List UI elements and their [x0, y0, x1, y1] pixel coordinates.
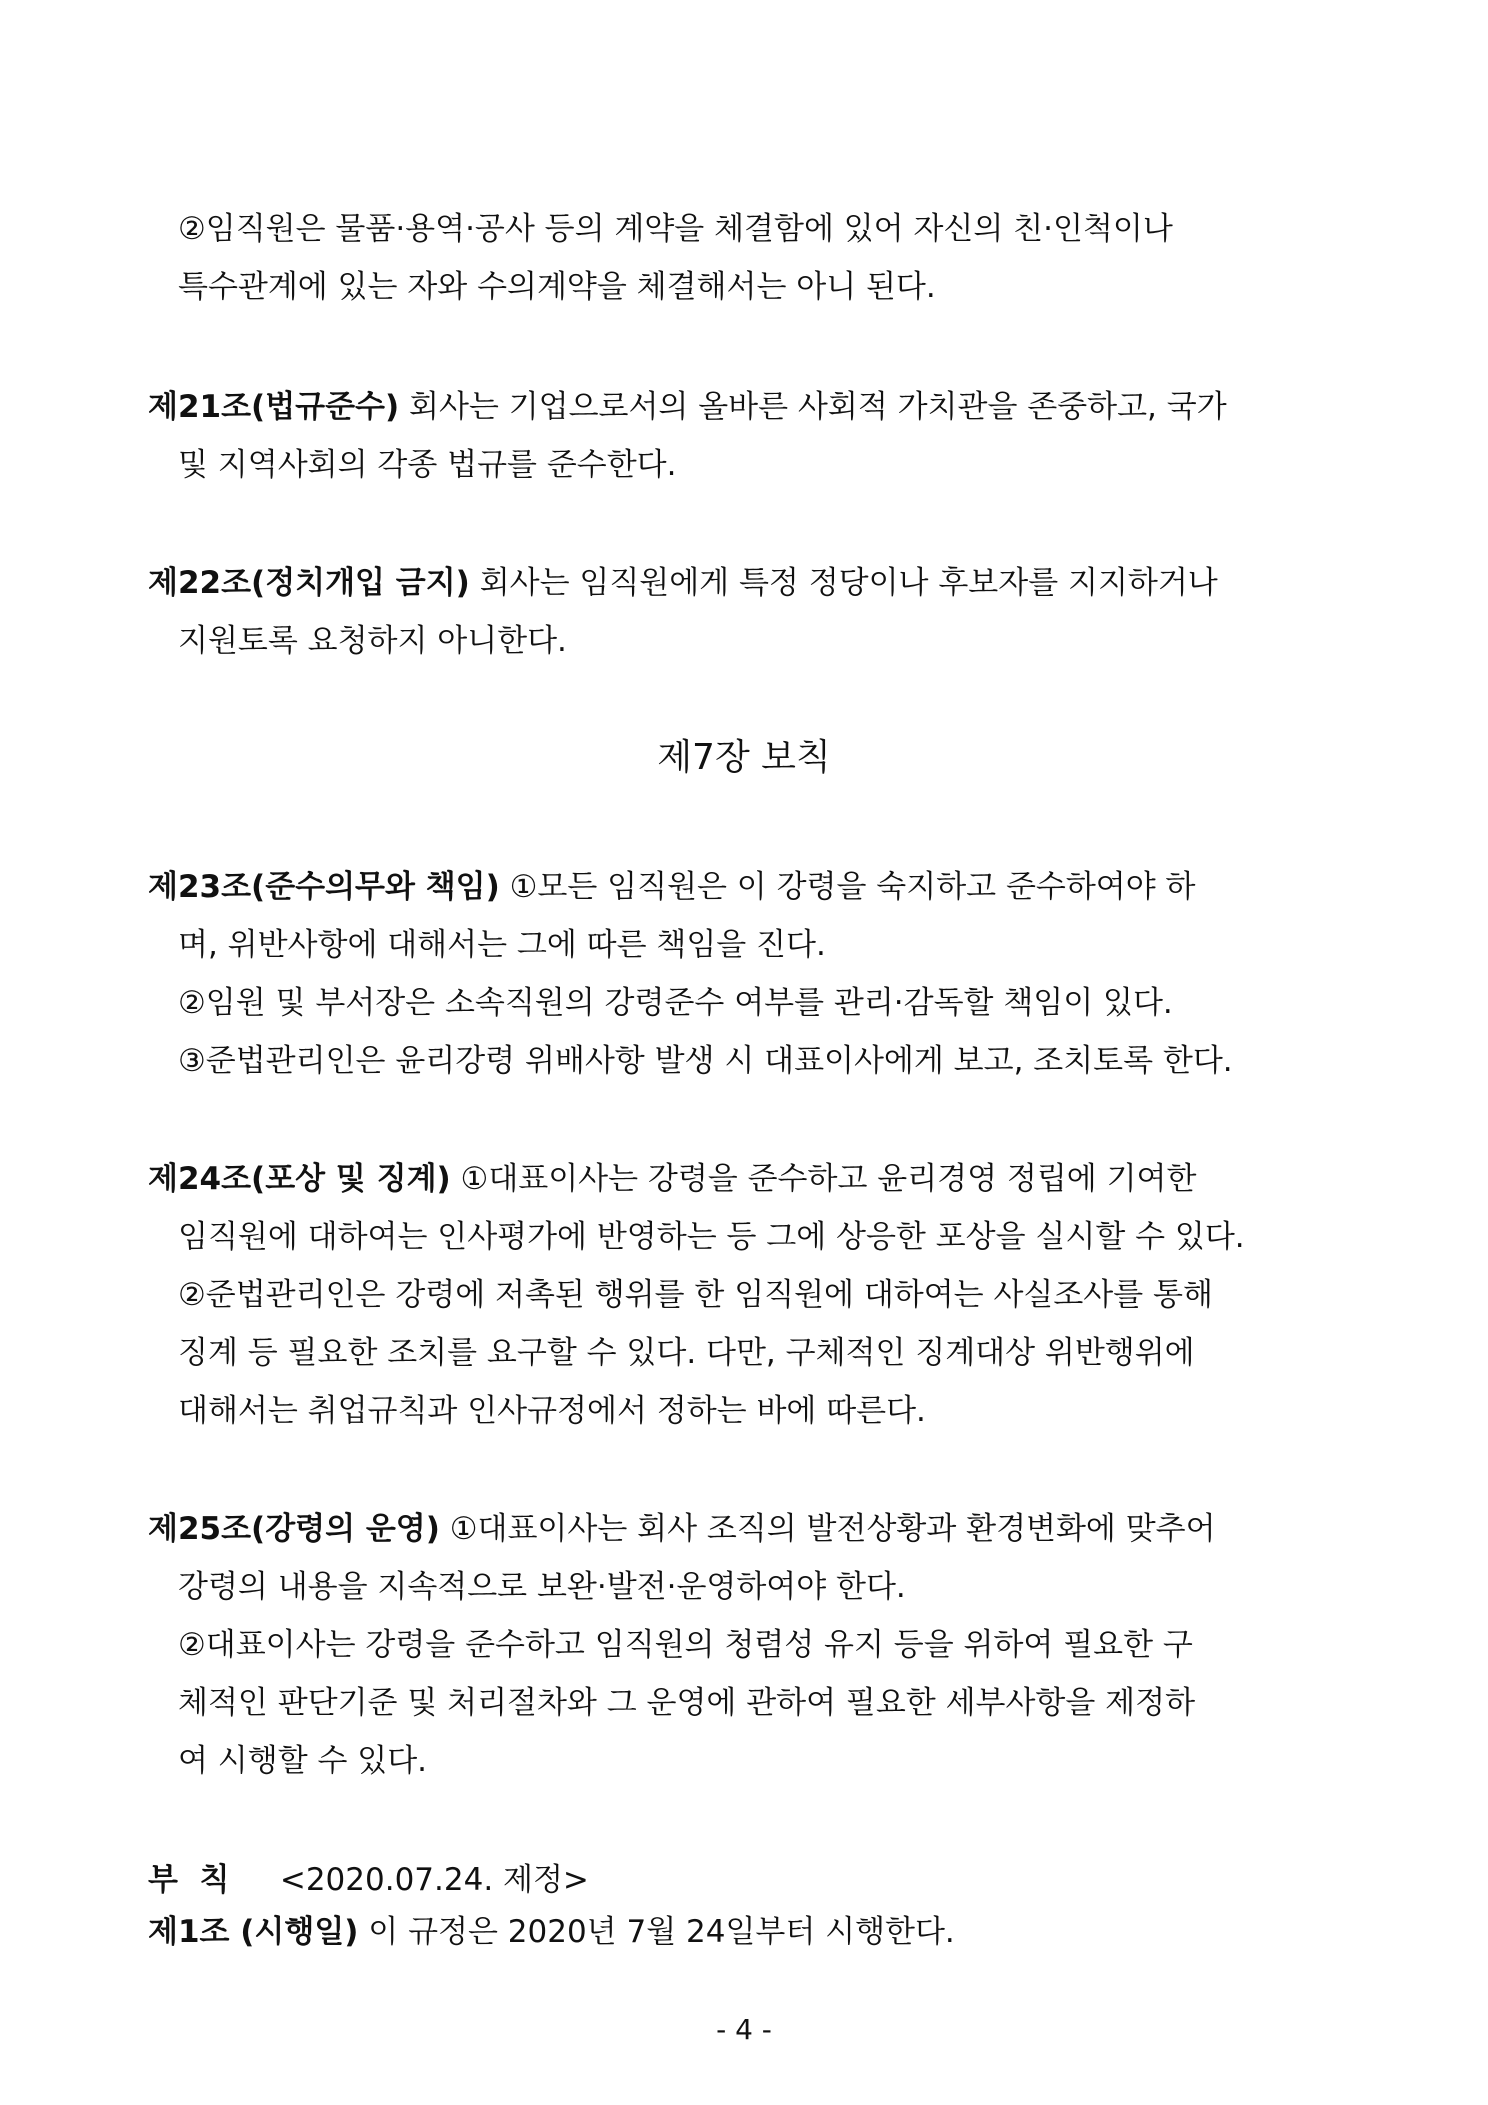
text-line: 임직원에 대하여는 인사평가에 반영하는 등 그에 상응한 포상을 실시할 수 있다. — [178, 1219, 1245, 1255]
article-25 — [148, 1500, 1348, 1790]
page-number: - 4 - — [716, 2013, 772, 2046]
text-line: ①대표이사는 강령을 준수하고 윤리경영 정립에 기여한 — [450, 1161, 1197, 1197]
text-line: 회사는 기업으로서의 올바른 사회적 가치관을 존중하고, 국가 — [399, 389, 1227, 425]
text-line: 회사는 임직원에게 특정 정당이나 후보자를 지지하거나 — [469, 565, 1218, 601]
addenda-note: <2020.07.24. 제정> — [270, 1862, 589, 1898]
article-heading: 제1조 (시행일) — [148, 1914, 359, 1950]
text-line: 체적인 판단기준 및 처리절차와 그 운영에 관하여 필요한 세부사항을 제정하 — [178, 1685, 1196, 1721]
text-line: ②대표이사는 강령을 준수하고 임직원의 청렴성 유지 등을 위하여 필요한 구 — [178, 1627, 1193, 1663]
text-line: 특수관계에 있는 자와 수의계약을 체결해서는 아니 된다. — [178, 269, 936, 305]
article-heading: 제22조(정치개입 금지) — [148, 565, 470, 601]
article-heading: 제23조(준수의무와 책임) — [148, 869, 500, 905]
text-line: ②임직원은 물품·용역·공사 등의 계약을 체결함에 있어 자신의 친·인척이나 — [178, 211, 1173, 247]
article-20-clause-2 — [148, 200, 1348, 316]
article-heading: 제25조(강령의 운영) — [148, 1511, 440, 1547]
text-line: 이 규정은 2020년 7월 24일부터 시행한다. — [358, 1914, 955, 1950]
text-line: ②준법관리인은 강령에 저촉된 행위를 한 임직원에 대하여는 사실조사를 통해 — [178, 1277, 1213, 1313]
text-line: 강령의 내용을 지속적으로 보완·발전·운영하여야 한다. — [178, 1569, 906, 1605]
text-line: 대해서는 취업규칙과 인사규정에서 정하는 바에 따른다. — [178, 1393, 926, 1429]
text-line: 지원토록 요청하지 아니한다. — [178, 623, 567, 659]
article-heading: 제24조(포상 및 징계) — [148, 1161, 451, 1197]
text-line: 여 시행할 수 있다. — [178, 1743, 428, 1779]
article-24 — [148, 1150, 1348, 1440]
text-line: ①대표이사는 회사 조직의 발전상황과 환경변화에 맞추어 — [439, 1511, 1216, 1547]
article-23 — [148, 858, 1348, 1090]
text-line: ②임원 및 부서장은 소속직원의 강령준수 여부를 관리·감독할 책임이 있다. — [178, 985, 1173, 1021]
text-line: ③준법관리인은 윤리강령 위배사항 발생 시 대표이사에게 보고, 조치토록 한다. — [178, 1043, 1233, 1079]
article-21 — [148, 378, 1348, 494]
addenda — [148, 1854, 1348, 1958]
article-heading: 제21조(법규준수) — [148, 389, 400, 425]
article-22 — [148, 554, 1348, 670]
text-line: 며, 위반사항에 대해서는 그에 따른 책임을 진다. — [178, 927, 826, 963]
chapter-title: 제7장 보칙 — [657, 737, 831, 778]
text-line: ①모든 임직원은 이 강령을 숙지하고 준수하여야 하 — [499, 869, 1196, 905]
addenda-label: 부 칙 — [148, 1862, 230, 1898]
text-line: 및 지역사회의 각종 법규를 준수한다. — [178, 447, 677, 483]
text-line: 징계 등 필요한 조치를 요구할 수 있다. 다만, 구체적인 징계대상 위반행위에 — [178, 1335, 1195, 1371]
